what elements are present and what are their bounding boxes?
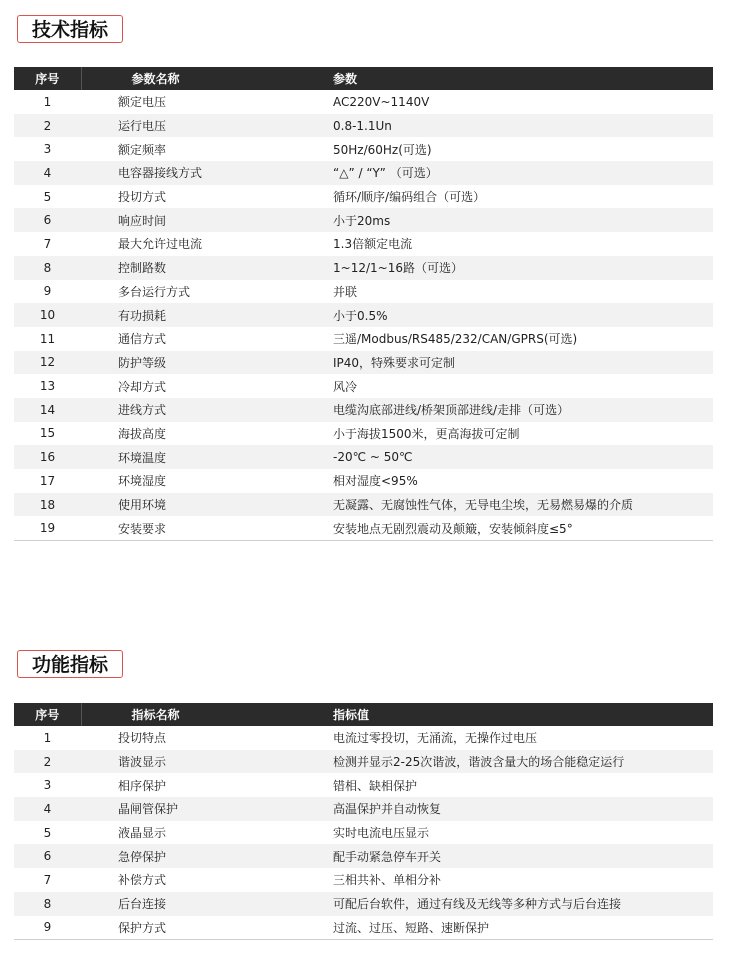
table-row — [14, 137, 713, 161]
table-row — [14, 469, 713, 493]
cell-value: 0.8-1.1Un — [324, 114, 713, 138]
cell-value: 错相、缺相保护 — [324, 773, 713, 797]
table-row — [14, 773, 713, 797]
cell-name: 额定频率 — [81, 137, 324, 161]
cell-name: 海拔高度 — [81, 422, 324, 446]
cell-value: 三相共补、单相分补 — [324, 868, 713, 892]
table-row — [14, 303, 713, 327]
cell-name: 冷却方式 — [81, 374, 324, 398]
cell-name: 投切特点 — [81, 726, 324, 750]
table-row — [14, 351, 713, 375]
cell-number: 2 — [14, 750, 81, 774]
table-row — [14, 445, 713, 469]
cell-name: 进线方式 — [81, 398, 324, 422]
cell-number: 5 — [14, 821, 81, 845]
cell-name: 投切方式 — [81, 185, 324, 209]
cell-value: 循环/顺序/编码组合（可选） — [324, 185, 713, 209]
cell-number: 19 — [14, 516, 81, 540]
cell-name: 环境湿度 — [81, 469, 324, 493]
cell-value: IP40，特殊要求可定制 — [324, 351, 713, 375]
cell-number: 10 — [14, 303, 81, 327]
cell-number: 5 — [14, 185, 81, 209]
cell-name: 相序保护 — [81, 773, 324, 797]
cell-number: 6 — [14, 844, 81, 868]
table-row — [14, 161, 713, 185]
cell-value: 1.3倍额定电流 — [324, 232, 713, 256]
cell-number: 16 — [14, 445, 81, 469]
cell-number: 6 — [14, 208, 81, 232]
cell-number: 8 — [14, 256, 81, 280]
cell-name: 保护方式 — [81, 916, 324, 940]
cell-name: 运行电压 — [81, 114, 324, 138]
cell-name: 使用环境 — [81, 493, 324, 517]
cell-value: 检测并显示2-25次谐波，谐波含量大的场合能稳定运行 — [324, 750, 713, 774]
cell-value: 并联 — [324, 280, 713, 304]
header-number: 序号 — [14, 703, 81, 726]
cell-value: 电缆沟底部进线/桥架顶部进线/走排（可选） — [324, 398, 713, 422]
cell-value: 可配后台软件，通过有线及无线等多种方式与后台连接 — [324, 892, 713, 916]
cell-name: 晶闸管保护 — [81, 797, 324, 821]
table-row — [14, 797, 713, 821]
cell-name: 多台运行方式 — [81, 280, 324, 304]
cell-value: AC220V~1140V — [324, 90, 713, 114]
table-row — [14, 516, 713, 540]
cell-value: 1~12/1~16路（可选） — [324, 256, 713, 280]
cell-value: 三遥/Modbus/RS485/232/CAN/GPRS(可选) — [324, 327, 713, 351]
table-row — [14, 232, 713, 256]
cell-name: 响应时间 — [81, 208, 324, 232]
cell-name: 急停保护 — [81, 844, 324, 868]
cell-value: -20℃ ~ 50℃ — [324, 445, 713, 469]
cell-name: 额定电压 — [81, 90, 324, 114]
cell-name: 最大允许过电流 — [81, 232, 324, 256]
table-row — [14, 398, 713, 422]
table-row — [14, 892, 713, 916]
cell-value: 电流过零投切，无涌流，无操作过电压 — [324, 726, 713, 750]
header-parameter-value: 参数 — [324, 67, 713, 90]
cell-number: 9 — [14, 916, 81, 940]
cell-number: 2 — [14, 114, 81, 138]
cell-name: 补偿方式 — [81, 868, 324, 892]
table-row — [14, 185, 713, 209]
table-header-row — [14, 703, 713, 726]
cell-value: 高温保护并自动恢复 — [324, 797, 713, 821]
table-row — [14, 844, 713, 868]
cell-number: 14 — [14, 398, 81, 422]
cell-value: 配手动紧急停车开关 — [324, 844, 713, 868]
table-row — [14, 868, 713, 892]
table-row — [14, 374, 713, 398]
header-number: 序号 — [14, 67, 81, 90]
cell-name: 通信方式 — [81, 327, 324, 351]
table-row — [14, 493, 713, 517]
cell-name: 环境温度 — [81, 445, 324, 469]
table-row — [14, 422, 713, 446]
cell-value: 小于海拔1500米，更高海拔可定制 — [324, 422, 713, 446]
table-row — [14, 726, 713, 750]
cell-name: 谐波显示 — [81, 750, 324, 774]
cell-number: 12 — [14, 351, 81, 375]
table-row — [14, 821, 713, 845]
cell-value: 无凝露、无腐蚀性气体，无导电尘埃，无易燃易爆的介质 — [324, 493, 713, 517]
section-title-functional: 功能指标 — [17, 650, 123, 678]
cell-number: 17 — [14, 469, 81, 493]
table-row — [14, 327, 713, 351]
cell-value: 安装地点无剧烈震动及颠簸，安装倾斜度≤5° — [324, 516, 713, 540]
cell-value: 过流、过压、短路、速断保护 — [324, 916, 713, 940]
cell-name: 液晶显示 — [81, 821, 324, 845]
cell-value: 风冷 — [324, 374, 713, 398]
header-parameter-name: 参数名称 — [81, 67, 324, 90]
cell-value: 实时电流电压显示 — [324, 821, 713, 845]
cell-number: 4 — [14, 161, 81, 185]
cell-name: 电容器接线方式 — [81, 161, 324, 185]
cell-number: 3 — [14, 773, 81, 797]
cell-value: 小于20ms — [324, 208, 713, 232]
table-row — [14, 750, 713, 774]
cell-name: 有功损耗 — [81, 303, 324, 327]
cell-value: 相对湿度<95% — [324, 469, 713, 493]
cell-number: 7 — [14, 232, 81, 256]
table-row — [14, 90, 713, 114]
table-row — [14, 916, 713, 940]
cell-value: “△” / “Y” （可选） — [324, 161, 713, 185]
cell-number: 3 — [14, 137, 81, 161]
cell-number: 18 — [14, 493, 81, 517]
cell-number: 11 — [14, 327, 81, 351]
cell-number: 1 — [14, 726, 81, 750]
cell-number: 15 — [14, 422, 81, 446]
cell-number: 9 — [14, 280, 81, 304]
cell-number: 1 — [14, 90, 81, 114]
section-title-technical: 技术指标 — [17, 15, 123, 43]
cell-number: 8 — [14, 892, 81, 916]
table-row — [14, 280, 713, 304]
cell-number: 13 — [14, 374, 81, 398]
cell-number: 4 — [14, 797, 81, 821]
table-row — [14, 256, 713, 280]
header-indicator-value: 指标值 — [324, 703, 713, 726]
cell-number: 7 — [14, 868, 81, 892]
cell-value: 50Hz/60Hz(可选) — [324, 137, 713, 161]
cell-value: 小于0.5% — [324, 303, 713, 327]
functional-spec-table — [14, 703, 713, 940]
header-indicator-name: 指标名称 — [81, 703, 324, 726]
table-row — [14, 114, 713, 138]
cell-name: 后台连接 — [81, 892, 324, 916]
table-header-row — [14, 67, 713, 90]
cell-name: 防护等级 — [81, 351, 324, 375]
technical-spec-table — [14, 67, 713, 541]
cell-name: 控制路数 — [81, 256, 324, 280]
table-row — [14, 208, 713, 232]
cell-name: 安装要求 — [81, 516, 324, 540]
